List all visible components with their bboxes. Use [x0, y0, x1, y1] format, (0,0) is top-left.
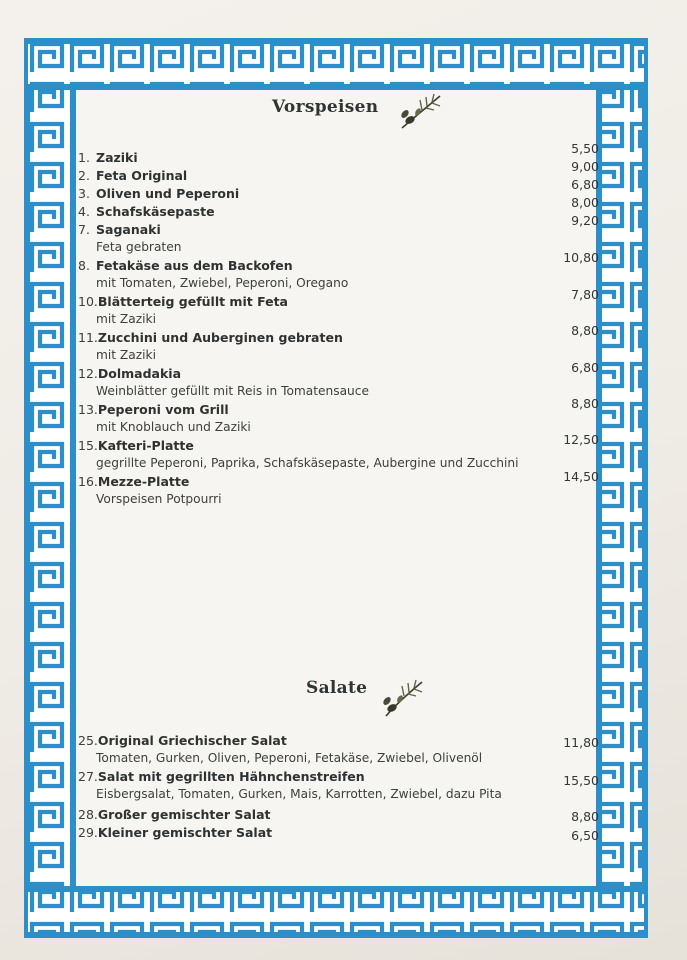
olive-branch-icon — [378, 674, 430, 720]
menu-item-price: 9,00 — [571, 159, 599, 174]
menu-item-name: Salat mit gegrillten Hähnchenstreifen — [97, 769, 365, 784]
menu-item-name: Mezze-Platte — [97, 474, 190, 489]
menu-item — [78, 294, 288, 309]
menu-item-number: 10. — [78, 294, 98, 309]
menu-item-description: Vorspeisen Potpourri — [96, 492, 222, 506]
menu-item-number: 13. — [78, 402, 98, 417]
menu-item-number: 28. — [78, 807, 98, 822]
menu-item-number: 12. — [78, 366, 98, 381]
menu-item-price: 10,80 — [563, 250, 599, 265]
menu-item-number: 4. — [78, 204, 90, 219]
menu-item — [78, 402, 229, 417]
menu-item — [78, 825, 272, 840]
menu-item-number: 16. — [78, 474, 98, 489]
menu-item-price: 6,80 — [571, 177, 599, 192]
menu-item-number: 3. — [78, 186, 90, 201]
menu-item — [78, 168, 187, 183]
menu-item-price: 9,20 — [571, 213, 599, 228]
menu-item-price: 12,50 — [563, 432, 599, 447]
menu-item-price: 8,00 — [571, 195, 599, 210]
menu-item-number: 1. — [78, 150, 90, 165]
menu-item-name: Original Griechischer Salat — [97, 733, 287, 748]
menu-item-description: mit Tomaten, Zwiebel, Peperoni, Oregano — [96, 276, 349, 290]
menu-item-price: 11,80 — [563, 735, 599, 750]
menu-item-description: Tomaten, Gurken, Oliven, Peperoni, Fetakäse, Zwiebel, Olivenöl — [96, 751, 483, 765]
menu-item-price: 15,50 — [563, 773, 599, 788]
menu-item-number: 15. — [78, 438, 98, 453]
menu-item-number: 8. — [78, 258, 90, 273]
menu-item-number: 11. — [78, 330, 98, 345]
menu-item-number: 29. — [78, 825, 98, 840]
menu-item — [78, 330, 343, 345]
menu-item-price: 8,80 — [571, 809, 599, 824]
menu-item-name: Saganaki — [96, 222, 161, 237]
menu-item-description: Eisbergsalat, Tomaten, Gurken, Mais, Karrotten, Zwiebel, dazu Pita — [96, 787, 502, 801]
menu-item-name: Kafteri-Platte — [97, 438, 194, 453]
menu-item-description: mit Knoblauch und Zaziki — [96, 420, 251, 434]
menu-item — [78, 204, 215, 219]
menu-item — [78, 438, 194, 453]
menu-item-name: Zaziki — [96, 150, 138, 165]
menu-item-price: 6,50 — [571, 828, 599, 843]
menu-item-price: 8,80 — [571, 323, 599, 338]
menu-item-number: 27. — [78, 769, 98, 784]
section-title-vorspeisen: Vorspeisen — [272, 97, 379, 117]
menu-item — [78, 150, 138, 165]
menu-item-description: Feta gebraten — [96, 240, 182, 254]
menu-item — [78, 769, 365, 784]
menu-item-number: 25. — [78, 733, 98, 748]
menu-item — [78, 807, 270, 822]
menu-item — [78, 474, 189, 489]
menu-item-description: mit Zaziki — [96, 312, 156, 326]
menu-item-price: 7,80 — [571, 287, 599, 302]
menu-item-description: Weinblätter gefüllt mit Reis in Tomatensauce — [96, 384, 369, 398]
menu-item-description: mit Zaziki — [96, 348, 156, 362]
menu-item — [78, 258, 293, 273]
menu-item-price: 6,80 — [571, 360, 599, 375]
menu-item — [78, 222, 161, 237]
menu-item-name: Peperoni vom Grill — [97, 402, 229, 417]
menu-item-price: 14,50 — [563, 469, 599, 484]
menu-item-name: Oliven und Peperoni — [96, 186, 240, 201]
menu-item-number: 2. — [78, 168, 90, 183]
menu-item-name: Schafskäsepaste — [96, 204, 215, 219]
menu-item-description: gegrillte Peperoni, Paprika, Schafskäsepaste, Aubergine und Zucchini — [96, 456, 519, 470]
olive-branch-icon — [396, 90, 448, 132]
menu-item-number: 7. — [78, 222, 90, 237]
menu-item — [78, 366, 181, 381]
menu-item-name: Zucchini und Auberginen gebraten — [97, 330, 343, 345]
menu-item-name: Blätterteig gefüllt mit Feta — [97, 294, 288, 309]
menu-item-name: Feta Original — [96, 168, 188, 183]
menu-item-name: Fetakäse aus dem Backofen — [96, 258, 293, 273]
menu-item-name: Großer gemischter Salat — [97, 807, 271, 822]
section-title-salate: Salate — [306, 678, 368, 698]
menu-item-price: 5,50 — [571, 141, 599, 156]
menu-item — [78, 186, 239, 201]
menu-item-name: Dolmadakia — [97, 366, 182, 381]
menu-item — [78, 733, 287, 748]
menu-item-price: 8,80 — [571, 396, 599, 411]
menu-item-name: Kleiner gemischter Salat — [97, 825, 273, 840]
